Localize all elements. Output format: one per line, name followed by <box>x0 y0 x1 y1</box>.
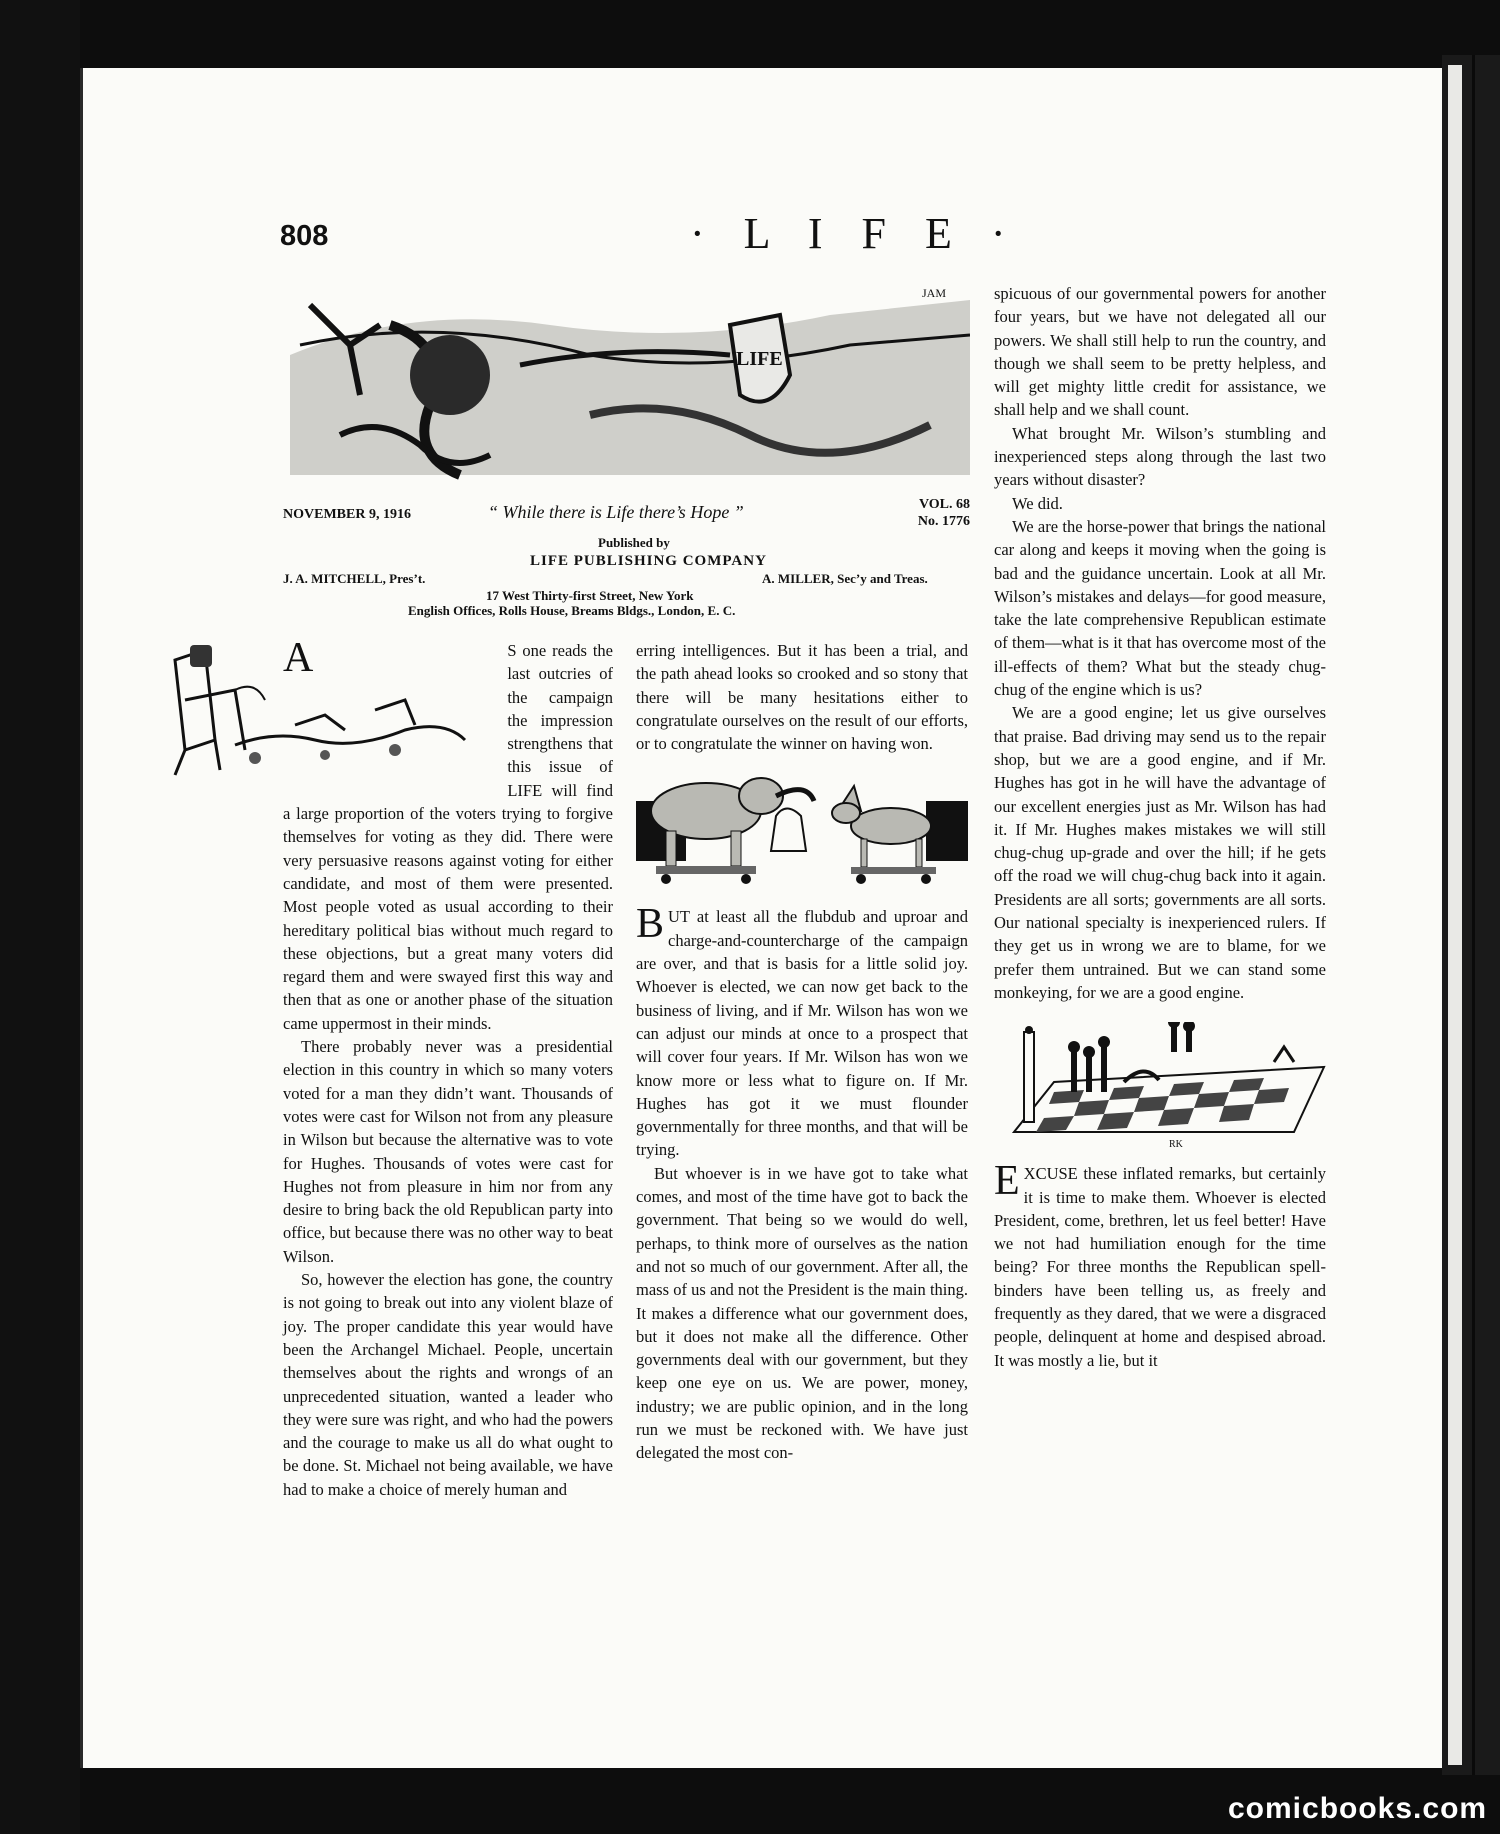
published-by: Published by <box>598 535 670 550</box>
banner-signature: JAM <box>922 286 947 300</box>
page-edge <box>1442 55 1500 1775</box>
article-column-2 <box>636 639 968 1465</box>
book-spine <box>0 0 80 1834</box>
motto: “ While there is Life there’s Hope ” <box>488 502 744 522</box>
paragraph: What brought Mr. Wilson’s stumbling and inexperienced steps along through the last two years without disaster? <box>994 423 1326 490</box>
chessboard-illustration <box>994 1022 1326 1152</box>
masthead-title: · L I F E · <box>690 209 1020 258</box>
paragraph: XCUSE these inflated remarks, but certainly it is time to make them. Whoever is elected President, come, brethren, let us feel better! Have we not had humiliation enough for the time being? For three months the Republican spell-binders have been telling us, as freely and frequently as they dared, that we were a disgraced people, delinquent at home and despised abroad. It was mostly a lie, but it <box>994 1164 1326 1370</box>
paragraph: So, however the election has gone, the country is not going to break out into any violent blaze of joy. The proper candidate this year would have been the Archangel Michael. People, uncertain themselves about the rights and wrongs of an unprecedented situation, wanted a leader who they were sure was right, and who had the powers and the courage to make us all do what ought to be done. St. Michael not being available, we have had to make a choice of merely human and <box>283 1270 613 1499</box>
drop-cap-b: B <box>636 901 665 948</box>
paragraph: We are a good engine; let us give ourselves that praise. Bad driving may send us to the repair shop, but we are a good engine, and if Mr. Hughes has got in he will have the advantage of our excellent energies just as Mr. Wilson has had it. If Mr. Hughes makes mistakes we will still chug-chug up-grade and over the hill; if he gets off the road we will chug-chug back into it again. Presidents are all sorts; governments are all sorts. Our national specialty is inexperienced rulers. If they get us in wrong we are to blame, for we prefer them untrained. But we can stand some monkeying, for we are a good engine. <box>994 703 1326 1002</box>
chess-signature: RK <box>1169 1139 1183 1151</box>
paragraph: There probably never was a presidential election in this country in which so many voters voted for a man they didn’t want. Thousands of votes were cast for Wilson not from any pleasure in Wilson but because the alternative was to vote for Hughes. Thousands of votes were cast for Hughes not from pleasure in him nor from any desire to bring back the old Republican party into office, but because there was no other way to beat Wilson. <box>283 1037 613 1266</box>
address-london: English Offices, Rolls House, Breams Bldgs., London, E. C. <box>408 603 736 618</box>
drop-cap-e: E <box>994 1158 1020 1205</box>
issue-date: NOVEMBER 9, 1916 <box>283 507 411 522</box>
paragraph: spicuous of our governmental powers for another four years, but we have not delegated all our powers. We shall still help to run the country, and though we shall seem to be pretty helpless, and will get mighty little credit for assistance, we shall help and we shall count. <box>994 284 1326 420</box>
paragraph: S one reads the last outcries of the campaign the impression strengthens that this issue of LIFE will find a large proportion of the voters trying to forgive themselves for voting as they did. There were very persuasive reasons against voting for either candidate, and most of them were presented. Most people voted as usual according to their hereditary political bias without much regard to these objections, but a great many voters did regard them and were swayed first this way and then that as one or another phase of the situation came uppermost in their minds. <box>283 641 613 1033</box>
volume-number: VOL. 68 <box>918 497 970 512</box>
banner-illustration <box>290 285 970 485</box>
elephant-donkey-illustration <box>636 771 968 891</box>
treasurer-credit: A. MILLER, Sec’y and Treas. <box>762 571 928 586</box>
page-number: 808 <box>280 220 329 252</box>
publisher-name: LIFE PUBLISHING COMPANY <box>530 553 767 569</box>
article-column-1 <box>283 635 613 1501</box>
issue-number: No. 1776 <box>917 514 970 529</box>
paragraph: UT at least all the flubdub and uproar and charge-and-countercharge of the campaign are over, and that is basis for a little solid joy. Whoever is elected, we can now get back to the business of living, and if Mr. Wilson has won we can adjust our minds at once to a prospect that will cover four years. If Mr. Wilson has won we know more or less what to figure on. If Mr. Hughes has got it we must flounder governmentally for three months, and that will be trying. <box>636 907 968 1160</box>
paragraph: We did. <box>1012 493 1063 513</box>
paragraph: erring intelligences. But it has been a trial, and the path ahead looks so crooked and so stony that there will be many hesitations either to congratulate ourselves on the result of our efforts, or to congratulate the winner on having won. <box>636 641 968 754</box>
volume-info <box>890 496 970 530</box>
paragraph: But whoever is in we have got to take what comes, and most of the time have got to back the government. That being so we would do well, perhaps, to think more of ourselves as the nation and not so much of our government. After all, the mass of us and not the President is the main thing. It makes a difference what our government does, but it does not make all the difference. Other governments deal with our government, but they keep one eye on us. We are power, money, industry; we are public opinion, and in the long run we must be reckoned with. We have just delegated the most con- <box>636 1163 968 1463</box>
president-credit: J. A. MITCHELL, Pres’t. <box>283 571 426 586</box>
illustration-wrap-space <box>317 639 507 789</box>
svg-text:LIFE: LIFE <box>736 348 783 370</box>
watermark: comicbooks.com <box>1228 1792 1488 1825</box>
drop-cap-a: A <box>283 635 314 681</box>
paragraph: We are the horse-power that brings the national car along and keeps it moving when the going is bad and the guidance uncertain. Look at all Mr. Wilson’s mistakes and delays—for good measure, take the late comprehensive Republican estimate of them—what is it that has overcome most of the ill-effects of them? What but the steady chug-chug of the engine which is us? <box>994 516 1326 700</box>
article-column-3 <box>994 282 1326 1372</box>
address-new-york: 17 West Thirty-first Street, New York <box>486 588 694 603</box>
